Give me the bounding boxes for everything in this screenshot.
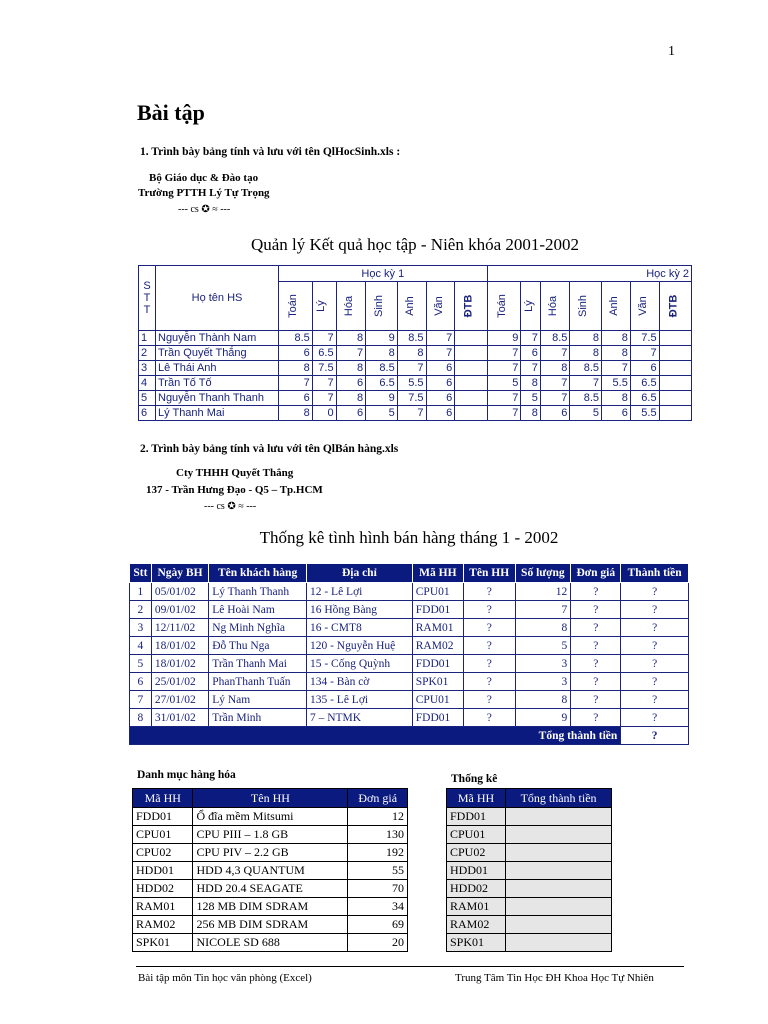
table-cell: RAM02 [447,916,506,934]
score-cell: 8 [279,361,313,376]
score-cell: 5 [366,406,398,421]
score-cell: 6.5 [630,391,659,406]
table-cell: 7 – NTMK [306,709,412,727]
table-row [130,583,689,601]
score-cell: 7 [312,331,336,346]
table-cell: 3 [130,619,152,637]
table-row [447,934,612,952]
column-header: Mã HH [133,789,193,808]
table-cell: HDD 20.4 SEAGATE [193,880,348,898]
table-cell: ? [621,601,689,619]
stt-cell: 6 [139,406,156,421]
score-cell: 6 [279,346,313,361]
table-cell [506,898,612,916]
table-cell: ? [463,691,515,709]
subject-header: ĐTB [659,282,691,331]
subject-header: Lý [521,282,540,331]
subject-header: Anh [602,282,631,331]
subject-header: Sinh [570,282,602,331]
score-cell: 8 [279,406,313,421]
score-cell: 7 [602,361,631,376]
table-cell: 8 [515,619,571,637]
table-cell [506,934,612,952]
table-cell: 70 [348,880,408,898]
name-header: Họ tên HS [156,266,279,331]
score-cell [455,391,487,406]
table-cell: 34 [348,898,408,916]
score-cell: 8.5 [366,361,398,376]
table-cell: HDD 4,3 QUANTUM [193,862,348,880]
table-cell [506,916,612,934]
score-cell: 8 [570,346,602,361]
table-cell: ? [621,619,689,637]
column-header: Stt [130,564,152,583]
score-cell: 8 [602,391,631,406]
task-1-instruction: 1. Trình bày bảng tính và lưu với tên QlHocSinh.xls : [140,146,401,158]
table-cell: ? [621,709,689,727]
table-cell: HDD02 [133,880,193,898]
table-cell: 192 [348,844,408,862]
table-row [133,916,408,934]
total-label: Tổng thành tiền [130,727,621,745]
column-header: Đơn giá [571,564,621,583]
table-cell: SPK01 [133,934,193,952]
subject-header: Văn [630,282,659,331]
score-cell: 7.5 [397,391,426,406]
footer-right: Trung Tâm Tin Học ĐH Khoa Học Tự Nhiên [455,972,654,984]
table-cell: PhanThanh Tuấn [209,673,307,691]
table-cell [506,862,612,880]
table-row [133,934,408,952]
score-cell: 8.5 [279,331,313,346]
table-cell: ? [571,709,621,727]
score-cell: 8 [540,361,570,376]
table-cell: RAM01 [133,898,193,916]
score-cell: 8.5 [570,391,602,406]
column-header: Tên HH [463,564,515,583]
table-cell: 18/01/02 [151,655,208,673]
table-row [130,655,689,673]
table-row [447,844,612,862]
table-cell: ? [463,637,515,655]
table-cell: Trần Thanh Mai [209,655,307,673]
org-line-1: Bộ Giáo dục & Đào tạo [149,172,259,184]
table-cell: 8 [515,691,571,709]
table-cell: 27/01/02 [151,691,208,709]
table-cell: 4 [130,637,152,655]
score-cell: 7.5 [312,361,336,376]
table-cell: 3 [515,673,571,691]
score-cell: 5.5 [630,406,659,421]
table-cell: ? [621,655,689,673]
table-row [139,331,692,346]
score-cell: 5 [570,406,602,421]
subject-header: Văn [426,282,455,331]
score-cell: 6 [521,346,540,361]
table-cell: 69 [348,916,408,934]
stats-label: Thống kê [451,773,498,785]
table-row [139,391,692,406]
score-cell: 0 [312,406,336,421]
score-cell: 6.5 [312,346,336,361]
table-row [447,808,612,826]
table-cell: 05/01/02 [151,583,208,601]
stt-cell: 2 [139,346,156,361]
column-header: Địa chỉ [306,564,412,583]
score-cell: 9 [366,331,398,346]
score-cell: 9 [487,331,521,346]
student-name: Lý Thanh Mai [156,406,279,421]
table-cell: 31/01/02 [151,709,208,727]
table-cell: 134 - Bàn cờ [306,673,412,691]
score-cell: 8 [602,346,631,361]
table2-title: Thống kê tình hình bán hàng tháng 1 - 2002 [259,528,559,547]
table-cell: 18/01/02 [151,637,208,655]
score-cell: 9 [366,391,398,406]
score-cell: 7 [487,406,521,421]
table-cell: ? [463,601,515,619]
total-value: ? [621,727,689,745]
score-cell: 6 [426,361,455,376]
table-cell: 16 - CMT8 [306,619,412,637]
subject-header: ĐTB [455,282,487,331]
table-row [130,709,689,727]
table-cell: CPU01 [133,826,193,844]
table-cell: FDD01 [412,601,463,619]
table-row [133,808,408,826]
table-cell: ? [571,691,621,709]
table-cell: CPU PIV – 2.2 GB [193,844,348,862]
score-cell [455,406,487,421]
table-cell: ? [571,601,621,619]
column-header: Tên khách hàng [209,564,307,583]
table-cell: 6 [130,673,152,691]
score-cell: 7 [540,391,570,406]
table-cell: Ổ đĩa mềm Mitsumi [193,808,348,826]
table-cell: 130 [348,826,408,844]
sales-table [129,563,689,745]
table-cell: Đỗ Thu Nga [209,637,307,655]
score-cell: 8 [521,406,540,421]
table-cell: 7 [130,691,152,709]
table-cell: 55 [348,862,408,880]
table-row [447,916,612,934]
table-row [130,637,689,655]
table-cell: 2 [130,601,152,619]
student-name: Trần Tố Tố [156,376,279,391]
table-cell: CPU01 [412,691,463,709]
score-cell: 8 [521,376,540,391]
score-cell: 7 [487,361,521,376]
column-header: Số lượng [515,564,571,583]
table-cell [506,808,612,826]
table-cell [506,826,612,844]
task-2-instruction: 2. Trình bày bảng tính và lưu với tên QlBán hàng.xls [140,443,399,455]
table-cell: 12 - Lê Lợi [306,583,412,601]
table-cell: ? [463,583,515,601]
score-cell [659,391,691,406]
column-header: Ngày BH [151,564,208,583]
column-header: Tổng thành tiền [506,789,612,808]
table-cell: ? [463,709,515,727]
stats-table [446,788,612,952]
table1-title: Quản lý Kết quả học tập - Niên khóa 2001-2002 [250,235,580,254]
score-cell: 8.5 [540,331,570,346]
table-cell: Lý Thanh Thanh [209,583,307,601]
score-cell: 7 [487,346,521,361]
table-cell: CPU PIII – 1.8 GB [193,826,348,844]
table-cell: 9 [515,709,571,727]
table-row [447,826,612,844]
table-cell: FDD01 [412,655,463,673]
table-cell: 128 MB DIM SDRAM [193,898,348,916]
table-row [133,880,408,898]
stt-cell: 5 [139,391,156,406]
table-cell: 256 MB DIM SDRAM [193,916,348,934]
score-cell: 7 [279,376,313,391]
table-cell: 120 - Nguyễn Huệ [306,637,412,655]
table-cell: 8 [130,709,152,727]
score-cell [455,361,487,376]
ornament-2: --- cs ✪ ≈ --- [204,501,257,512]
table-cell: 15 - Cống Quỳnh [306,655,412,673]
table-cell: FDD01 [412,709,463,727]
column-header: Mã HH [447,789,506,808]
page-number: 1 [668,44,675,59]
stt-cell: 4 [139,376,156,391]
table-cell: 5 [130,655,152,673]
table-cell: 135 - Lê Lợi [306,691,412,709]
subject-header: Lý [312,282,336,331]
score-cell: 8 [397,346,426,361]
table-cell: RAM01 [447,898,506,916]
table-cell: Trần Minh [209,709,307,727]
table-cell: ? [463,619,515,637]
score-cell [659,406,691,421]
score-cell: 6 [279,391,313,406]
score-cell: 7 [312,391,336,406]
score-cell [659,376,691,391]
subject-header: Toán [487,282,521,331]
score-cell: 7 [487,391,521,406]
subject-header: Hóa [336,282,366,331]
table-cell: 12/11/02 [151,619,208,637]
table-row [447,862,612,880]
table-row [139,346,692,361]
table-cell: ? [571,655,621,673]
ornament: --- cs ✪ ≈ --- [178,204,231,215]
table-cell: 16 Hồng Bàng [306,601,412,619]
table-cell: ? [621,673,689,691]
score-cell: 5.5 [602,376,631,391]
table-cell: CPU02 [447,844,506,862]
table-cell: ? [463,655,515,673]
table-cell: FDD01 [447,808,506,826]
score-cell [455,331,487,346]
table-cell: Lý Nam [209,691,307,709]
score-cell: 7 [426,331,455,346]
org2-line-1: Cty THHH Quyết Thắng [176,467,294,479]
score-cell: 7 [426,346,455,361]
score-cell: 6 [426,376,455,391]
total-row [130,727,689,745]
table-cell: CPU02 [133,844,193,862]
table-cell: ? [571,583,621,601]
table-cell: 25/01/02 [151,673,208,691]
org2-line-2: 137 - Trần Hưng Đạo - Q5 – Tp.HCM [146,484,323,496]
table-cell: Ng Minh Nghĩa [209,619,307,637]
score-cell: 7 [312,376,336,391]
score-cell: 7 [397,406,426,421]
score-cell: 6 [336,376,366,391]
stt-header: S T T [139,266,156,331]
score-cell: 8 [602,331,631,346]
score-cell: 6 [540,406,570,421]
score-cell: 6.5 [630,376,659,391]
table-row [130,691,689,709]
stt-cell: 3 [139,361,156,376]
score-cell: 6 [426,391,455,406]
table-cell: SPK01 [412,673,463,691]
table-cell: 5 [515,637,571,655]
score-cell: 7 [521,361,540,376]
table-cell: RAM01 [412,619,463,637]
stt-cell: 1 [139,331,156,346]
table-row [133,898,408,916]
score-cell: 6 [336,406,366,421]
score-cell: 8 [366,346,398,361]
table-cell: HDD02 [447,880,506,898]
table-cell: HDD01 [447,862,506,880]
table-cell: ? [621,691,689,709]
score-cell: 5.5 [397,376,426,391]
table-cell: FDD01 [133,808,193,826]
column-header: Mã HH [412,564,463,583]
semester-1-header: Học kỳ 1 [279,266,488,282]
table-row [130,673,689,691]
score-cell: 6.5 [366,376,398,391]
score-cell: 7 [540,376,570,391]
table-cell: 1 [130,583,152,601]
score-cell: 8 [570,331,602,346]
score-cell: 6 [426,406,455,421]
table-cell: RAM02 [133,916,193,934]
student-results-table [138,265,692,421]
score-cell: 7.5 [630,331,659,346]
score-cell: 8 [336,361,366,376]
score-cell: 7 [521,331,540,346]
score-cell: 8.5 [397,331,426,346]
catalog-table [132,788,408,952]
score-cell [455,346,487,361]
table-cell [506,844,612,862]
table-cell: 20 [348,934,408,952]
column-header: Thành tiền [621,564,689,583]
table-row [130,619,689,637]
table-cell: SPK01 [447,934,506,952]
subject-header: Hóa [540,282,570,331]
table-cell: ? [571,673,621,691]
table-cell: Lê Hoài Nam [209,601,307,619]
table-row [133,862,408,880]
score-cell [659,361,691,376]
table-row [139,376,692,391]
score-cell: 6 [602,406,631,421]
score-cell: 5 [521,391,540,406]
org-line-2: Trường PTTH Lý Tự Trọng [138,187,270,199]
page-title: Bài tập [137,100,205,125]
table-cell: ? [463,673,515,691]
student-name: Trần Quyết Thắng [156,346,279,361]
table-cell: ? [571,637,621,655]
semester-2-header: Học kỳ 2 [487,266,691,282]
table-row [130,601,689,619]
table-cell: 7 [515,601,571,619]
score-cell: 7 [336,346,366,361]
score-cell: 7 [540,346,570,361]
subject-header: Sinh [366,282,398,331]
table-row [139,406,692,421]
table-cell: CPU01 [447,826,506,844]
score-cell: 7 [397,361,426,376]
column-header: Tên HH [193,789,348,808]
table-row [447,898,612,916]
table-row [447,880,612,898]
subject-header: Toán [279,282,313,331]
score-cell: 8 [336,331,366,346]
score-cell: 8.5 [570,361,602,376]
table-row [133,826,408,844]
table-row [139,361,692,376]
footer-divider [136,966,684,967]
table-cell: CPU01 [412,583,463,601]
table-cell: 09/01/02 [151,601,208,619]
footer-left: Bài tập môn Tin học văn phòng (Excel) [138,972,312,984]
table-cell: 12 [515,583,571,601]
table-cell: RAM02 [412,637,463,655]
student-name: Lê Thái Anh [156,361,279,376]
table-cell: ? [621,583,689,601]
student-name: Nguyễn Thanh Thanh [156,391,279,406]
score-cell: 5 [487,376,521,391]
subject-header: Anh [397,282,426,331]
score-cell: 7 [630,346,659,361]
table-cell: NICOLE SD 688 [193,934,348,952]
score-cell [659,346,691,361]
score-cell: 8 [336,391,366,406]
table-row [133,844,408,862]
score-cell [659,331,691,346]
table-cell: HDD01 [133,862,193,880]
table-cell: 12 [348,808,408,826]
catalog-label: Danh mục hàng hóa [137,769,236,781]
column-header: Đơn giá [348,789,408,808]
score-cell: 6 [630,361,659,376]
score-cell: 7 [570,376,602,391]
table-cell: 3 [515,655,571,673]
table-cell: ? [571,619,621,637]
student-name: Nguyễn Thành Nam [156,331,279,346]
score-cell [455,376,487,391]
table-cell: ? [621,637,689,655]
table-cell [506,880,612,898]
